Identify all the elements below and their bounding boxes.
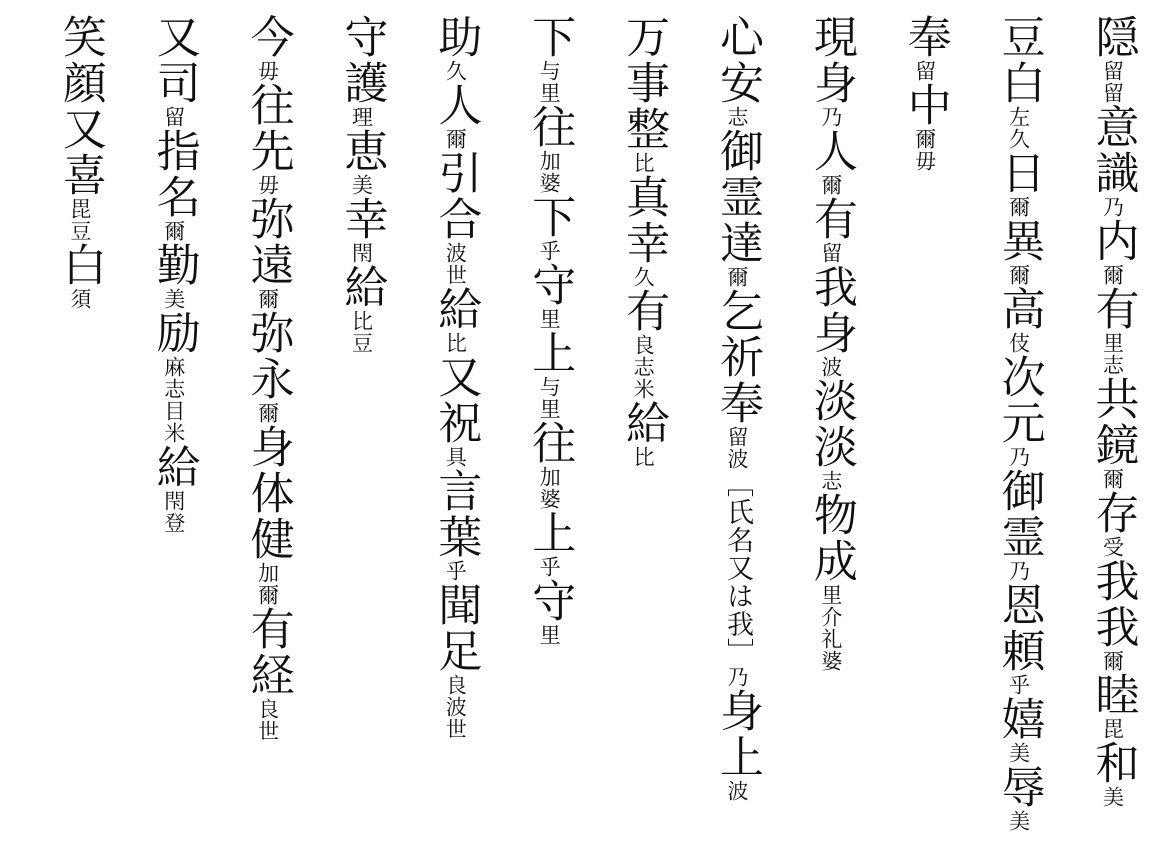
text-segment: 御霊 (993, 468, 1045, 560)
text-column (430, 14, 482, 864)
text-segment: 淡淡 (805, 378, 857, 470)
text-segment: 爾 (1006, 264, 1031, 286)
text-segment: 良世 (255, 698, 280, 742)
text-segment: 受 (1100, 536, 1125, 558)
text-segment: 良志米 (631, 334, 656, 400)
text-segment: 辱 (993, 764, 1045, 810)
text-segment: 爾 (161, 220, 186, 242)
text-segment: 助 (430, 14, 482, 60)
text-segment: 乎 (537, 556, 562, 578)
text-segment: 言葉 (430, 468, 482, 560)
text-segment: 里 (537, 624, 562, 646)
text-segment: 守 (524, 578, 576, 624)
text-segment: 現身 (805, 14, 857, 106)
text-segment: 恵 (336, 128, 388, 174)
text-segment: 良波世 (443, 674, 468, 740)
text-segment: 毋 (255, 174, 280, 196)
text-segment: 人 (430, 82, 482, 128)
text-segment: 爾 (1100, 650, 1125, 672)
text-segment: 爾 (255, 402, 280, 424)
text-segment: 加婆 (537, 150, 562, 194)
text-segment: 有 (1087, 286, 1139, 332)
text-column (899, 14, 951, 864)
text-segment: 共鏡 (1087, 376, 1139, 468)
text-segment: 閇 (349, 242, 374, 264)
text-segment: 給 (148, 444, 200, 490)
text-segment: 指名 (148, 128, 200, 220)
text-segment: 豆白 (993, 14, 1045, 106)
text-segment: 留 (161, 106, 186, 128)
text-segment: 又司 (148, 14, 200, 106)
text-segment: 爾 (1100, 264, 1125, 286)
text-segment: 万事整 (618, 14, 670, 152)
text-segment: 爾 (443, 128, 468, 150)
text-segment: 睦 (1087, 672, 1139, 718)
text-segment: 物成 (805, 492, 857, 584)
text-segment: 中 (899, 82, 951, 128)
text-segment: 毘 (1100, 718, 1125, 740)
text-segment: 隠 (1087, 14, 1139, 60)
text-segment: 下 (524, 14, 576, 60)
text-segment: 存 (1087, 490, 1139, 536)
text-segment: 引合 (430, 150, 482, 242)
text-column (712, 14, 763, 864)
text-segment: 守護 (336, 14, 388, 106)
text-segment: 理 (349, 106, 374, 128)
text-segment: 有 (805, 196, 857, 242)
text-segment: 異 (993, 218, 1045, 264)
text-column (618, 14, 670, 864)
text-segment: 高 (993, 286, 1045, 332)
text-segment: 乃 (725, 666, 749, 688)
text-segment: 里 (537, 308, 562, 330)
text-segment: 須 (67, 288, 92, 310)
text-segment: 上 (524, 510, 576, 556)
text-column (805, 14, 857, 864)
text-segment: 嬉 (993, 696, 1045, 742)
text-segment: 美 (349, 174, 374, 196)
text-segment: 弥永 (242, 310, 294, 402)
text-segment: 久 (443, 60, 468, 82)
text-segment: 美 (161, 288, 186, 310)
text-segment: 久 (631, 266, 656, 288)
text-segment: 加婆 (537, 466, 562, 510)
text-segment: 今 (242, 14, 294, 60)
text-segment: 下 (524, 194, 576, 240)
text-segment: 麻志目米 (161, 356, 186, 444)
text-segment: 励 (148, 310, 200, 356)
text-segment: 乃 (1006, 560, 1031, 582)
text-segment: 乎 (443, 560, 468, 582)
text-segment: 奉 (899, 14, 951, 60)
text-segment: 乎 (1006, 674, 1031, 696)
text-segment: 美 (1006, 810, 1031, 832)
text-segment: 往 (524, 104, 576, 150)
text-segment: 美 (1006, 742, 1031, 764)
text-segment: 給 (336, 264, 388, 310)
text-segment: ［氏名又は我］ (722, 470, 753, 666)
text-segment: 比豆 (349, 310, 374, 354)
text-segment: 与里 (537, 376, 562, 420)
text-segment: 志 (818, 470, 843, 492)
text-segment: 波世 (443, 242, 468, 286)
text-segment: 爾 (818, 174, 843, 196)
text-segment: 比 (631, 152, 656, 174)
text-segment: 真幸 (618, 174, 670, 266)
text-segment: 次元 (993, 354, 1045, 446)
text-segment: 閇登 (161, 490, 186, 534)
text-segment: 比 (631, 446, 656, 468)
text-segment: 意識 (1087, 104, 1139, 196)
text-segment: 毋 (255, 60, 280, 82)
text-column (242, 14, 294, 864)
text-segment: 乞祈奉 (712, 288, 763, 426)
text-column (1087, 14, 1139, 864)
text-segment: 勤 (148, 242, 200, 288)
text-segment: 乃 (1006, 446, 1031, 468)
text-segment: 加爾 (255, 562, 280, 606)
text-segment: 又祝 (430, 354, 482, 446)
text-segment: 爾 (255, 288, 280, 310)
text-segment: 毘豆 (67, 198, 92, 242)
text-segment: 人 (805, 128, 857, 174)
text-segment: 御霊達 (712, 128, 763, 266)
text-segment: 我我 (1087, 558, 1139, 650)
text-segment: 往先 (242, 82, 294, 174)
text-segment: 留 (818, 242, 843, 264)
text-segment: 聞足 (430, 582, 482, 674)
text-segment: 留波 (725, 426, 749, 470)
text-column (54, 14, 106, 864)
text-segment: 弥遠 (242, 196, 294, 288)
text-segment: 給 (618, 400, 670, 446)
text-segment: 往 (524, 420, 576, 466)
text-segment: 身体健 (242, 424, 294, 562)
text-segment: 伎 (1006, 332, 1031, 354)
text-segment: 乃 (818, 106, 843, 128)
text-segment: 爾 (1006, 196, 1031, 218)
text-column (993, 14, 1045, 864)
text-segment: 爾毋 (912, 128, 937, 172)
text-segment: 比 (443, 332, 468, 354)
text-segment: 乃 (1100, 196, 1125, 218)
text-segment: 左久 (1006, 106, 1031, 150)
text-segment: 給 (430, 286, 482, 332)
text-column (148, 14, 200, 864)
text-segment: 爾 (725, 266, 749, 288)
text-segment: 有 (618, 288, 670, 334)
text-column (524, 14, 576, 864)
text-segment: 白 (54, 242, 106, 288)
text-segment: 留留 (1100, 60, 1125, 104)
text-segment: 里志 (1100, 332, 1125, 376)
text-segment: 波 (725, 780, 749, 802)
text-segment: 和 (1087, 740, 1139, 786)
text-segment: 内 (1087, 218, 1139, 264)
text-segment: 心安 (712, 14, 763, 106)
text-segment: 日 (993, 150, 1045, 196)
text-segment: 与里 (537, 60, 562, 104)
text-segment: 爾 (1100, 468, 1125, 490)
text-column (336, 14, 388, 864)
text-segment: 我身 (805, 264, 857, 356)
text-segment: 里介礼婆 (818, 584, 843, 672)
text-segment: 波 (818, 356, 843, 378)
text-segment: 志 (725, 106, 749, 128)
text-segment: 幸 (336, 196, 388, 242)
text-segment: 身上 (712, 688, 763, 780)
text-segment: 上 (524, 330, 576, 376)
text-segment: 有経 (242, 606, 294, 698)
text-segment: 留 (912, 60, 937, 82)
text-segment: 具 (443, 446, 468, 468)
text-segment: 守 (524, 262, 576, 308)
text-segment: 恩頼 (993, 582, 1045, 674)
text-segment: 美 (1100, 786, 1125, 808)
text-segment: 笑顔又喜 (54, 14, 106, 198)
text-segment: 乎 (537, 240, 562, 262)
